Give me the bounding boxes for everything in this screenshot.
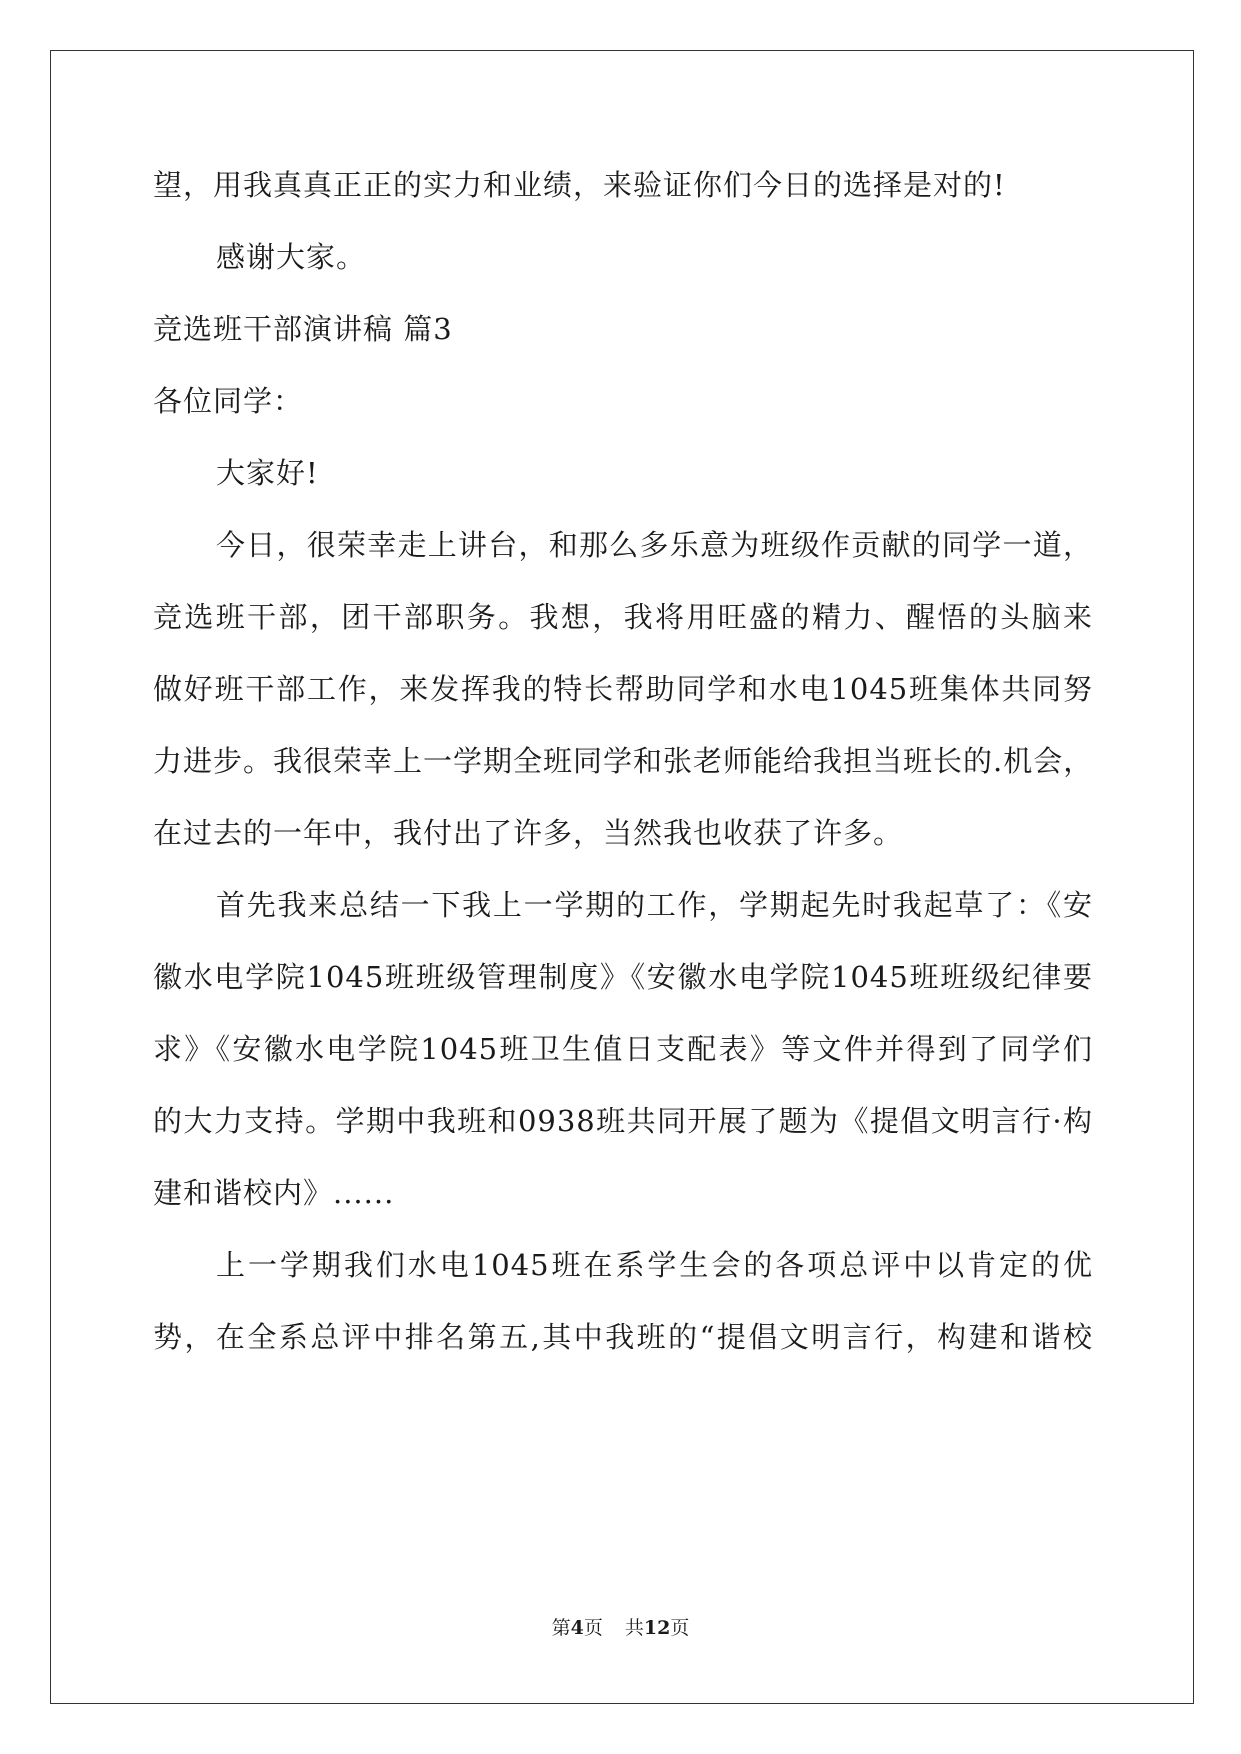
- paragraph-line: 求》《安徽水电学院1045班卫生值日支配表》等文件并得到了同学们: [153, 1032, 1093, 1066]
- paragraph-line: 上一学期我们水电1045班在系学生会的各项总评中以肯定的优: [216, 1248, 1093, 1282]
- paragraph-line: 做好班干部工作，来发挥我的特长帮助同学和水电1045班集体共同努: [153, 672, 1093, 706]
- paragraph-line: 望，用我真真正正的实力和业绩，来验证你们今日的选择是对的!: [153, 168, 1006, 202]
- total-pages: 12: [643, 1617, 671, 1639]
- page-number: 4: [570, 1617, 584, 1639]
- paragraph-line: 竞选班干部，团干部职务。我想，我将用旺盛的精力、醒悟的头脑来: [153, 600, 1093, 634]
- paragraph-line: 首先我来总结一下我上一学期的工作，学期起先时我起草了：《安: [216, 888, 1093, 922]
- salutation: 各位同学：: [153, 384, 304, 418]
- paragraph-line: 力进步。我很荣幸上一学期全班同学和张老师能给我担当班长的.机会，: [153, 744, 1094, 778]
- paragraph-line: 的大力支持。学期中我班和0938班共同开展了题为《提倡文明言行·构: [153, 1104, 1093, 1138]
- paragraph-line: 势，在全系总评中排名第五,其中我班的“提倡文明言行，构建和谐校: [153, 1320, 1093, 1354]
- total-suffix: 页: [670, 1617, 690, 1639]
- page-footer: [0, 1616, 1241, 1640]
- page-border: [50, 50, 1194, 1704]
- paragraph-line: 今日，很荣幸走上讲台，和那么多乐意为班级作贡献的同学一道，: [216, 528, 1093, 562]
- total-prefix: 共: [624, 1617, 644, 1639]
- paragraph-line: 徽水电学院1045班班级管理制度》《安徽水电学院1045班班级纪律要: [153, 960, 1093, 994]
- section-heading: 竞选班干部演讲稿 篇3: [153, 312, 453, 346]
- greeting: 大家好!: [216, 456, 319, 490]
- paragraph-line: 感谢大家。: [216, 240, 367, 274]
- paragraph-line: 在过去的一年中，我付出了许多，当然我也收获了许多。: [153, 816, 904, 850]
- paragraph-line: 建和谐校内》......: [153, 1176, 395, 1210]
- page-suffix: 页: [583, 1617, 603, 1639]
- page-prefix: 第: [551, 1617, 571, 1639]
